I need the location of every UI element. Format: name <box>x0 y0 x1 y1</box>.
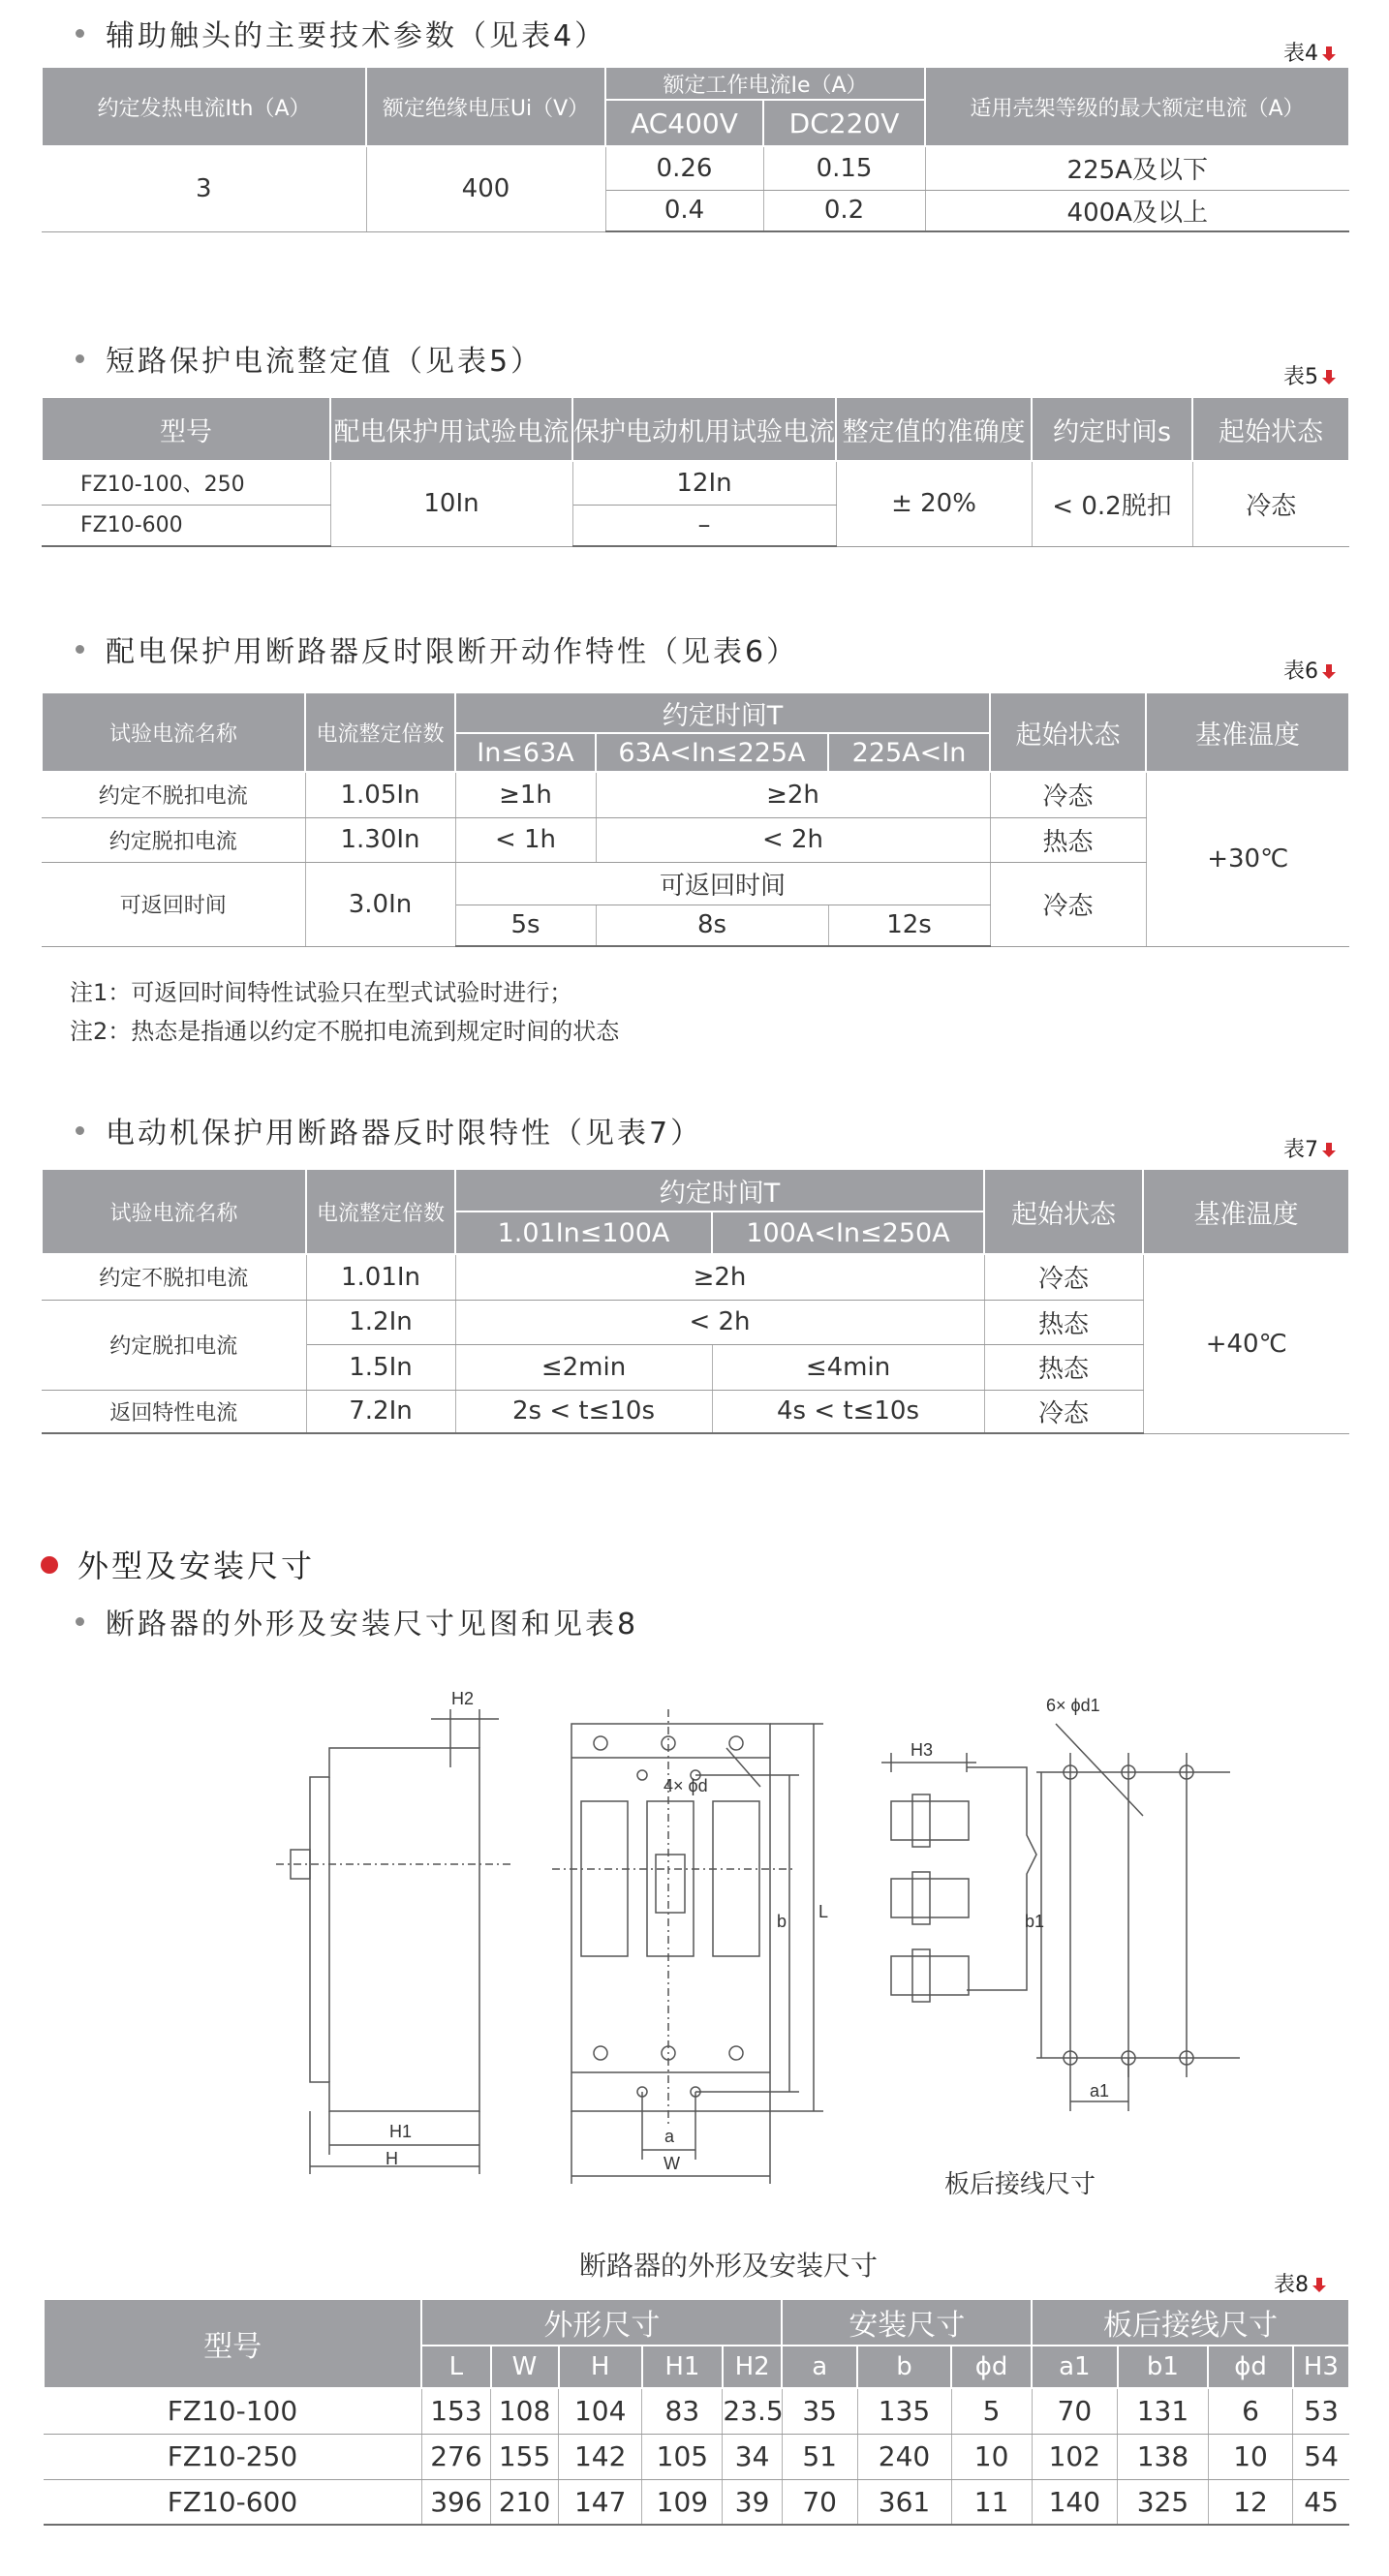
terminal-view <box>881 1753 1036 2002</box>
label-phi-d: 4× ϕd <box>664 1776 708 1795</box>
cell: 210 <box>491 2479 559 2525</box>
table8-title: 断路器的外形及安装尺寸 <box>579 2250 879 2282</box>
header-col: L <box>421 2346 490 2388</box>
subtitle-text: 断路器的外形及安装尺寸见图和见表8 <box>106 1608 639 1641</box>
table-row <box>44 2434 1349 2479</box>
label-a1: a1 <box>1090 2081 1110 2101</box>
cell: 1.2In <box>306 1300 455 1344</box>
cell: < 1h <box>455 817 596 862</box>
header-col: H3 <box>1293 2346 1349 2388</box>
label-b1: b1 <box>1025 1912 1045 1931</box>
cell: 5s <box>455 905 596 946</box>
section-title-table4 <box>76 12 606 54</box>
header-col: b1 <box>1118 2346 1209 2388</box>
label-H3: H3 <box>911 1740 934 1760</box>
cell: 冷态 <box>984 1254 1143 1300</box>
header-col: H1 <box>642 2346 723 2388</box>
header-col: H2 <box>723 2346 783 2388</box>
header-ac: AC400V <box>605 100 763 146</box>
table-4 <box>41 66 1350 232</box>
cell: 240 <box>857 2434 951 2479</box>
header-state: 起始状态 <box>984 1169 1143 1254</box>
cell: 102 <box>1032 2434 1117 2479</box>
header-time: 约定时间s <box>1032 397 1192 461</box>
cell: 0.2 <box>763 190 925 231</box>
header-col: ϕd <box>951 2346 1032 2388</box>
table-5 <box>41 396 1350 547</box>
section-title-table7 <box>76 1109 702 1151</box>
cell: 可返回时间 <box>455 862 990 905</box>
cell: 147 <box>559 2479 642 2525</box>
cell: 1.5In <box>306 1344 455 1390</box>
bullet-icon <box>76 645 84 654</box>
cell: 140 <box>1032 2479 1117 2525</box>
cell: 6 <box>1208 2388 1292 2434</box>
cell: ≤4min <box>712 1344 984 1390</box>
cell: 51 <box>782 2434 857 2479</box>
cell: 1.05In <box>305 772 455 817</box>
arrow-down-icon <box>1322 370 1336 385</box>
cell: 1.30In <box>305 817 455 862</box>
header-time: 约定时间T <box>455 1169 984 1211</box>
cell: 冷态 <box>984 1390 1143 1433</box>
cell: < 0.2脱扣 <box>1032 461 1192 546</box>
cell-name: 可返回时间 <box>42 862 305 946</box>
header-t1: 1.01In≤100A <box>455 1211 712 1254</box>
section-title-table6 <box>76 628 798 670</box>
cell: 109 <box>642 2479 723 2525</box>
header-col: a <box>782 2346 857 2388</box>
cell-ith: 3 <box>42 146 366 231</box>
cell: 10In <box>330 461 572 546</box>
header-model: 型号 <box>42 397 330 461</box>
arrow-down-icon <box>1312 2278 1326 2293</box>
caption-back-wiring: 板后接线尺寸 <box>944 2170 1096 2199</box>
cell: 12In <box>572 461 836 505</box>
cell: ≤2min <box>455 1344 712 1390</box>
cell: 23.5 <box>723 2388 783 2434</box>
cell: 2s < t≤10s <box>455 1390 712 1433</box>
bullet-icon <box>76 29 84 38</box>
cell: 131 <box>1118 2388 1209 2434</box>
cell: 225A及以下 <box>925 146 1349 190</box>
cell: 400A及以上 <box>925 190 1349 231</box>
table-label <box>1283 37 1336 67</box>
cell: ≥2h <box>455 1254 984 1300</box>
cell: 155 <box>491 2434 559 2479</box>
bullet-icon <box>76 354 84 363</box>
cell: 冷态 <box>990 862 1146 946</box>
cell: < 2h <box>596 817 990 862</box>
cell: 12 <box>1208 2479 1292 2525</box>
header-back: 板后接线尺寸 <box>1032 2299 1349 2346</box>
table-label <box>1283 360 1336 390</box>
bullet-icon <box>76 1617 84 1626</box>
table-label <box>1274 2268 1326 2298</box>
red-bullet-icon <box>41 1556 58 1574</box>
back-panel-view <box>1036 1724 1240 2111</box>
cell: – <box>572 505 836 546</box>
header-name: 试验电流名称 <box>42 1169 306 1254</box>
label-phi-d1: 6× ϕd1 <box>1046 1696 1100 1715</box>
cell: 108 <box>491 2388 559 2434</box>
cell-temp: +30℃ <box>1146 772 1349 946</box>
section-heading-dimensions <box>41 1542 315 1586</box>
cell: 70 <box>782 2479 857 2525</box>
table-label-text: 表5 <box>1283 365 1318 389</box>
cell: ≥1h <box>455 772 596 817</box>
table-label-text: 表8 <box>1274 2273 1309 2297</box>
header-col: b <box>857 2346 951 2388</box>
label-b: b <box>777 1912 787 1931</box>
header-ith: 约定发热电流Ith（A） <box>42 67 366 146</box>
cell: ≥2h <box>596 772 990 817</box>
header-dist: 配电保护用试验电流 <box>330 397 572 461</box>
side-view <box>276 1709 513 2174</box>
header-temp: 基准温度 <box>1143 1169 1349 1254</box>
cell: 11 <box>951 2479 1032 2525</box>
cell-name: 约定不脱扣电流 <box>42 772 305 817</box>
cell-name: 约定脱扣电流 <box>42 817 305 862</box>
cell: ± 20% <box>836 461 1032 546</box>
cell: 35 <box>782 2388 857 2434</box>
header-mult: 电流整定倍数 <box>305 692 455 772</box>
cell: 4s < t≤10s <box>712 1390 984 1433</box>
table-7 <box>41 1168 1350 1434</box>
label-H1: H1 <box>389 2122 413 2141</box>
cell: 热态 <box>990 817 1146 862</box>
header-time: 约定时间T <box>455 692 990 733</box>
note-2: 注2：热态是指通以约定不脱扣电流到规定时间的状态 <box>70 1018 620 1045</box>
cell: 12s <box>828 905 990 946</box>
header-col: W <box>491 2346 559 2388</box>
header-col: ϕd <box>1208 2346 1292 2388</box>
header-col: a1 <box>1032 2346 1117 2388</box>
header-t3: 225A<In <box>828 733 990 772</box>
header-motor: 保护电动机用试验电流 <box>572 397 836 461</box>
cell: 39 <box>723 2479 783 2525</box>
cell-model: FZ10-100 <box>44 2388 421 2434</box>
cell-model: FZ10-600 <box>44 2479 421 2525</box>
cell-temp: +40℃ <box>1143 1254 1349 1433</box>
header-ui: 额定绝缘电压Ui（V） <box>366 67 605 146</box>
cell: 0.26 <box>605 146 763 190</box>
header-model: 型号 <box>44 2299 421 2388</box>
cell: 153 <box>421 2388 490 2434</box>
cell-name: 约定不脱扣电流 <box>42 1254 306 1300</box>
cell: 45 <box>1293 2479 1349 2525</box>
heading-text: 外型及安装尺寸 <box>77 1548 316 1584</box>
label-a: a <box>664 2127 675 2146</box>
dimension-drawing <box>271 1671 1366 2213</box>
cell: 138 <box>1118 2434 1209 2479</box>
cell: 325 <box>1118 2479 1209 2525</box>
header-accuracy: 整定值的准确度 <box>836 397 1032 461</box>
cell-name: 返回特性电流 <box>42 1390 306 1433</box>
cell: 7.2In <box>306 1390 455 1433</box>
header-install: 安装尺寸 <box>782 2299 1032 2346</box>
cell: 10 <box>951 2434 1032 2479</box>
table-8 <box>43 2298 1350 2526</box>
cell: 54 <box>1293 2434 1349 2479</box>
cell: 热态 <box>984 1300 1143 1344</box>
cell: 0.15 <box>763 146 925 190</box>
header-outer: 外形尺寸 <box>421 2299 782 2346</box>
cell: 276 <box>421 2434 490 2479</box>
section-title-text: 辅助触头的主要技术参数（见表4） <box>106 19 607 53</box>
header-dc: DC220V <box>763 100 925 146</box>
section-title-text: 短路保护电流整定值（见表5） <box>106 345 543 379</box>
arrow-down-icon <box>1322 46 1336 62</box>
cell: 83 <box>642 2388 723 2434</box>
cell: 104 <box>559 2388 642 2434</box>
section-title-table5 <box>76 337 542 380</box>
cell: 冷态 <box>1192 461 1349 546</box>
header-t2: 63A<In≤225A <box>596 733 828 772</box>
cell: 396 <box>421 2479 490 2525</box>
cell: 0.4 <box>605 190 763 231</box>
table-label <box>1283 655 1336 685</box>
table-row <box>44 2479 1349 2525</box>
cell: 3.0In <box>305 862 455 946</box>
section-title-text: 电动机保护用断路器反时限特性（见表7） <box>106 1117 703 1150</box>
cell-ui: 400 <box>366 146 605 231</box>
cell: 10 <box>1208 2434 1292 2479</box>
table-label-text: 表6 <box>1283 659 1318 684</box>
cell: 361 <box>857 2479 951 2525</box>
label-H: H <box>386 2149 398 2168</box>
cell: 34 <box>723 2434 783 2479</box>
arrow-down-icon <box>1322 1143 1336 1158</box>
cell: 53 <box>1293 2388 1349 2434</box>
header-temp: 基准温度 <box>1146 692 1349 772</box>
cell-model: FZ10-600 <box>42 505 330 546</box>
header-col: H <box>559 2346 642 2388</box>
section-subtitle <box>76 1600 638 1642</box>
label-H2: H2 <box>451 1689 475 1708</box>
header-state: 起始状态 <box>1192 397 1349 461</box>
arrow-down-icon <box>1322 664 1336 680</box>
header-name: 试验电流名称 <box>42 692 305 772</box>
table-6 <box>41 691 1350 947</box>
cell-model: FZ10-100、250 <box>42 461 330 505</box>
cell: < 2h <box>455 1300 984 1344</box>
header-state: 起始状态 <box>990 692 1146 772</box>
header-t1: In≤63A <box>455 733 596 772</box>
table-row <box>44 2388 1349 2434</box>
label-L: L <box>818 1902 829 1921</box>
section-title-text: 配电保护用断路器反时限断开动作特性（见表6） <box>106 635 799 669</box>
cell: 105 <box>642 2434 723 2479</box>
cell: 8s <box>596 905 828 946</box>
header-frame: 适用壳架等级的最大额定电流（A） <box>925 67 1349 146</box>
cell-name: 约定脱扣电流 <box>42 1300 306 1390</box>
cell: 1.01In <box>306 1254 455 1300</box>
table-label <box>1283 1133 1336 1163</box>
header-t2: 100A<In≤250A <box>712 1211 984 1254</box>
cell-model: FZ10-250 <box>44 2434 421 2479</box>
table-label-text: 表4 <box>1283 42 1318 66</box>
label-W: W <box>664 2154 680 2173</box>
cell: 135 <box>857 2388 951 2434</box>
cell: 70 <box>1032 2388 1117 2434</box>
table-label-text: 表7 <box>1283 1138 1318 1162</box>
header-mult: 电流整定倍数 <box>306 1169 455 1254</box>
cell: 冷态 <box>990 772 1146 817</box>
cell: 5 <box>951 2388 1032 2434</box>
cell: 142 <box>559 2434 642 2479</box>
note-1: 注1：可返回时间特性试验只在型式试验时进行； <box>70 979 573 1006</box>
header-ie: 额定工作电流Ie（A） <box>605 67 925 100</box>
cell: 热态 <box>984 1344 1143 1390</box>
bullet-icon <box>76 1126 84 1135</box>
